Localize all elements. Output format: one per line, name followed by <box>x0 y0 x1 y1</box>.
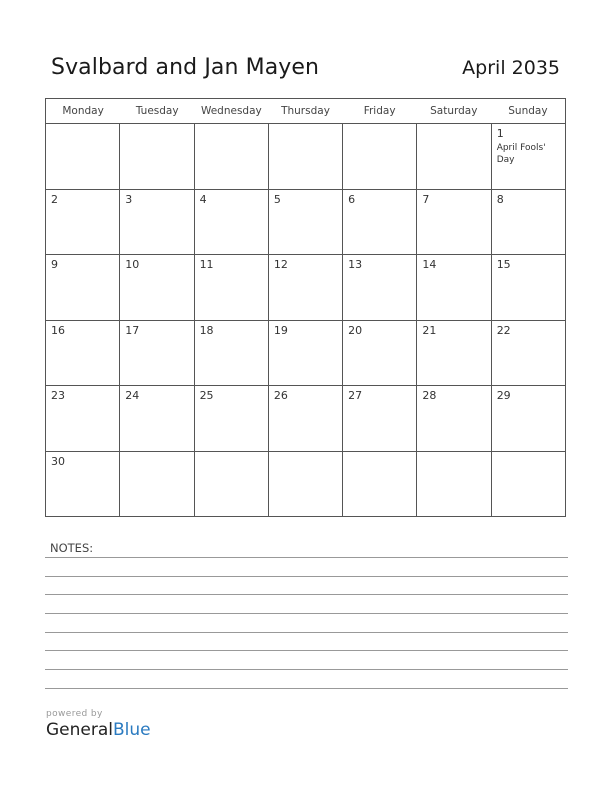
day-cell <box>269 452 343 518</box>
weekday-sunday: Sunday <box>508 105 548 117</box>
day-number: 9 <box>51 258 58 271</box>
day-cell <box>46 124 120 189</box>
weekday-wednesday: Wednesday <box>200 105 262 117</box>
day-number: 3 <box>125 192 133 206</box>
day-cell <box>120 452 194 518</box>
day-cell <box>120 386 194 451</box>
day-cell <box>269 321 343 386</box>
week-row-5 <box>46 386 565 452</box>
day-number: 4 <box>199 192 207 206</box>
day-cell <box>417 255 491 320</box>
brand-name <box>46 720 151 740</box>
day-cell <box>46 255 120 320</box>
notes-line <box>45 594 568 595</box>
week-row-3 <box>46 255 565 321</box>
notes-line <box>45 613 568 614</box>
day-cell <box>46 190 120 255</box>
powered-by-text: powered by <box>46 709 103 719</box>
day-number: 28 <box>422 389 437 402</box>
day-cell <box>46 386 120 451</box>
day-cell <box>195 190 269 255</box>
week-row-2 <box>46 190 565 256</box>
day-number: 8 <box>496 192 504 206</box>
weekday-friday: Friday <box>363 105 396 117</box>
day-number: 16 <box>51 323 65 337</box>
weekday-header-row <box>46 99 565 124</box>
week-row-1 <box>46 124 565 190</box>
day-number: 19 <box>273 323 288 337</box>
day-number: 5 <box>273 192 281 206</box>
brand-name-blue: Blue <box>113 720 151 740</box>
day-number: 20 <box>348 323 363 337</box>
week-row-4 <box>46 321 565 387</box>
week-row-6 <box>46 452 565 518</box>
day-cell <box>343 321 417 386</box>
day-cell <box>120 124 194 189</box>
notes-line <box>45 688 568 689</box>
day-number: 1 <box>496 127 504 140</box>
day-number: 22 <box>496 323 511 337</box>
notes-label: NOTES: <box>50 541 94 555</box>
day-cell <box>195 124 269 189</box>
day-number: 10 <box>125 258 140 271</box>
weekday-monday: Monday <box>62 105 104 117</box>
notes-line <box>45 669 568 670</box>
day-cell <box>269 124 343 189</box>
day-cell <box>269 386 343 451</box>
day-cell <box>343 255 417 320</box>
day-cell <box>120 321 194 386</box>
notes-line <box>45 650 568 651</box>
day-number: 7 <box>422 192 430 206</box>
day-cell <box>195 255 269 320</box>
day-cell <box>269 190 343 255</box>
day-cell <box>417 321 491 386</box>
day-number: 27 <box>348 389 363 402</box>
calendar-month: April 2035 <box>462 57 560 79</box>
day-number: 2 <box>51 192 58 206</box>
day-cell <box>417 190 491 255</box>
day-number: 6 <box>348 192 356 206</box>
day-cell <box>269 255 343 320</box>
day-number: 11 <box>199 258 214 271</box>
holiday-label: April Fools' Day <box>496 143 546 165</box>
day-cell <box>120 190 194 255</box>
brand-name-general: General <box>46 720 113 740</box>
calendar-grid <box>45 98 566 517</box>
day-number: 26 <box>273 389 288 402</box>
day-cell <box>343 452 417 518</box>
day-number: 30 <box>51 454 65 468</box>
day-cell <box>492 190 565 255</box>
day-cell <box>492 124 565 189</box>
day-number: 21 <box>422 323 437 337</box>
day-number: 12 <box>273 258 288 271</box>
day-number: 25 <box>199 389 214 402</box>
calendar-title: Svalbard and Jan Mayen <box>51 55 320 80</box>
day-cell <box>492 386 565 451</box>
day-number: 18 <box>199 323 214 337</box>
day-number: 17 <box>125 323 140 337</box>
day-number: 13 <box>348 258 363 271</box>
day-cell <box>417 452 491 518</box>
day-number: 23 <box>51 389 65 402</box>
day-number: 24 <box>125 389 140 402</box>
day-cell <box>195 452 269 518</box>
day-number: 14 <box>422 258 437 271</box>
notes-line <box>45 557 568 558</box>
weekday-saturday: Saturday <box>430 105 478 117</box>
day-cell <box>492 255 565 320</box>
weekday-thursday: Thursday <box>281 105 330 117</box>
day-cell <box>46 452 120 518</box>
day-cell <box>46 321 120 386</box>
day-cell <box>343 124 417 189</box>
day-cell <box>195 321 269 386</box>
notes-line <box>45 632 568 633</box>
day-cell <box>343 190 417 255</box>
day-cell <box>492 452 565 518</box>
weekday-tuesday: Tuesday <box>135 105 179 117</box>
day-number: 15 <box>496 258 511 271</box>
day-cell <box>417 124 491 189</box>
brand-logo <box>46 709 151 740</box>
day-cell <box>492 321 565 386</box>
day-number: 29 <box>496 389 511 402</box>
notes-line <box>45 576 568 577</box>
day-cell <box>417 386 491 451</box>
day-cell <box>343 386 417 451</box>
day-cell <box>195 386 269 451</box>
day-cell <box>120 255 194 320</box>
